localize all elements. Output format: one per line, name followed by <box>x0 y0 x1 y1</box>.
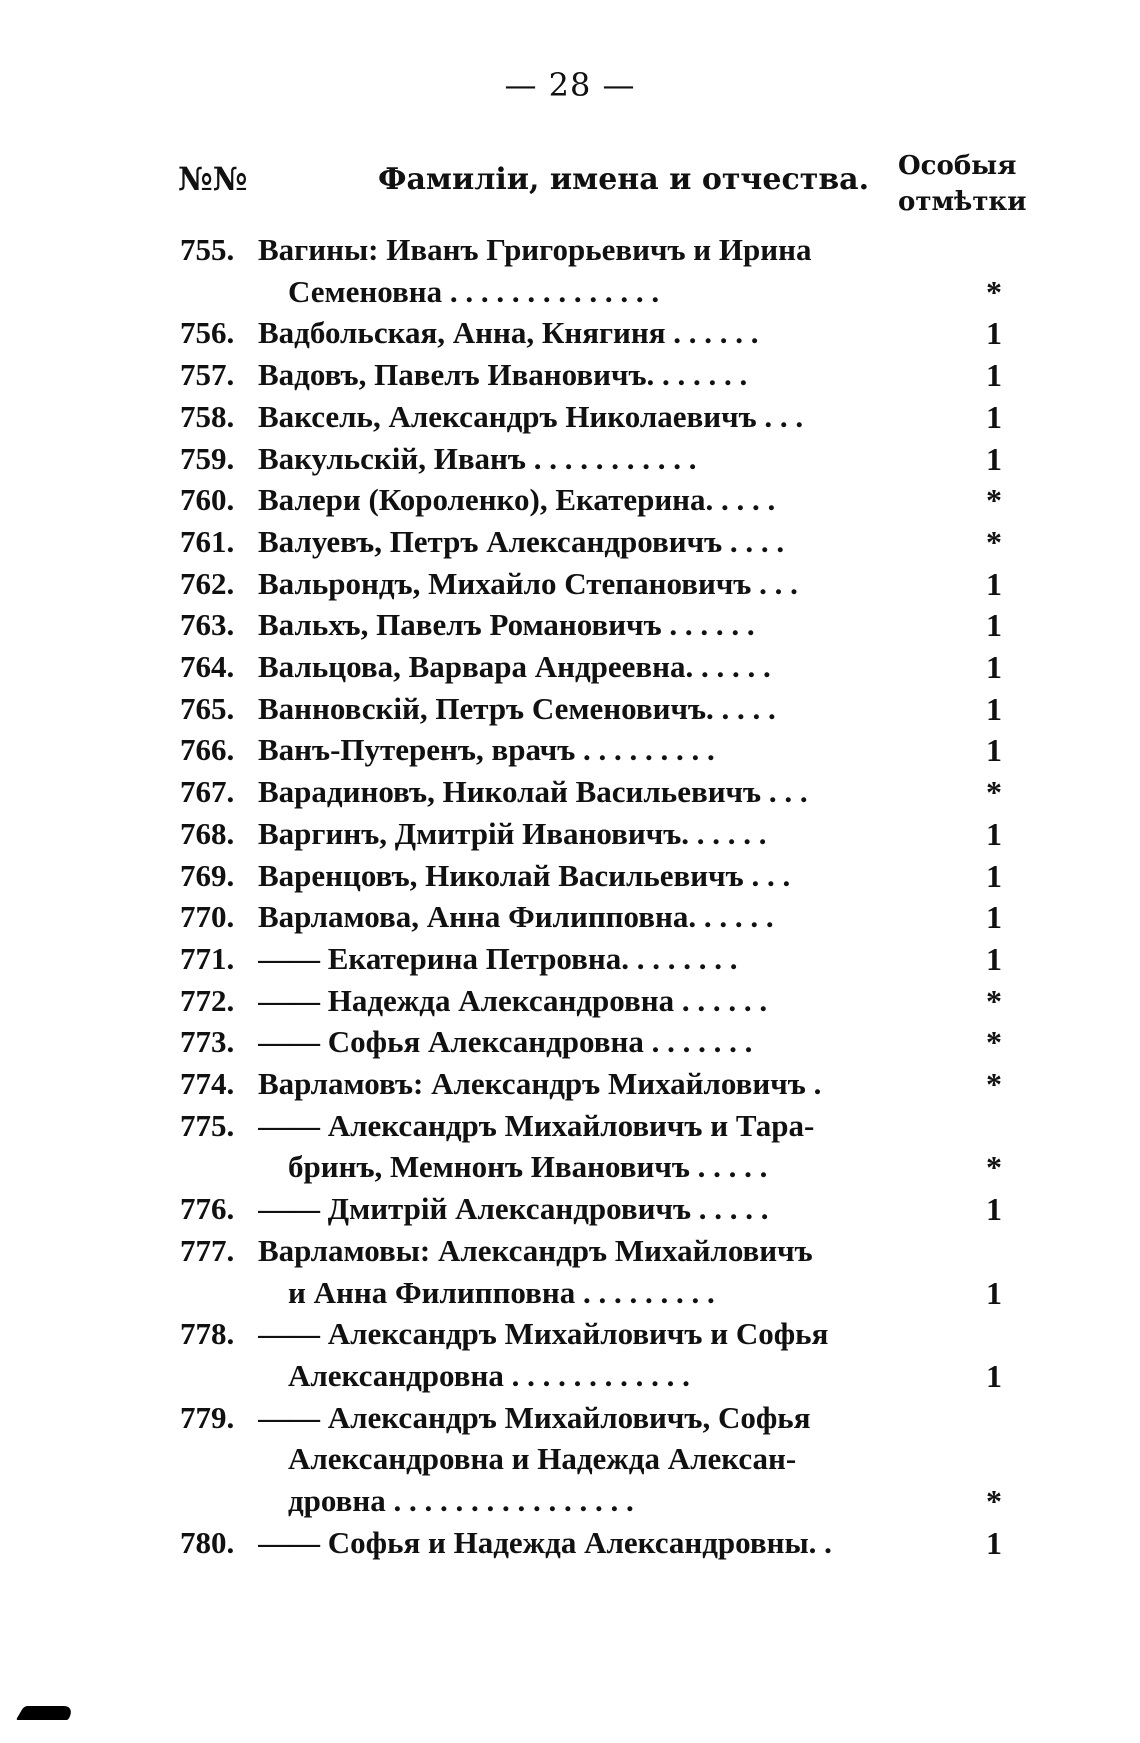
entry-row <box>0 1480 1140 1522</box>
entry-row <box>0 1522 1140 1564</box>
entry-mark: 1 <box>986 399 1002 435</box>
entry-text: Вакульскій, Иванъ . . . . . . . . . . . <box>258 441 697 476</box>
entry-mark: 1 <box>986 1191 1002 1227</box>
entry-number: 763. <box>180 607 235 642</box>
entry-number: 755. <box>180 232 235 267</box>
entry-number: 759. <box>180 441 235 476</box>
entry-mark: * <box>986 1149 1002 1185</box>
entry-number: 762. <box>180 566 235 601</box>
entry-mark: * <box>986 983 1002 1019</box>
entry-row <box>0 312 1140 354</box>
entry-text: —— Софья и Надежда Александровны. . <box>258 1525 832 1560</box>
entry-number: 768. <box>180 816 235 851</box>
entry-row <box>0 521 1140 563</box>
entry-row <box>0 1021 1140 1063</box>
entry-number: 773. <box>180 1024 235 1059</box>
entry-text: Варенцовъ, Николай Васильевичъ . . . <box>258 858 791 893</box>
entry-row <box>0 938 1140 980</box>
entry-row <box>0 563 1140 605</box>
entry-text: Вадовъ, Павелъ Ивановичъ. . . . . . . <box>258 357 748 392</box>
entry-number: 774. <box>180 1066 235 1101</box>
entry-text: —— Александръ Михайловичъ, Софья <box>258 1400 811 1435</box>
entry-row <box>0 896 1140 938</box>
entry-text: Варламова, Анна Филипповна. . . . . . <box>258 899 774 934</box>
entry-text: Варадиновъ, Николай Васильевичъ . . . <box>258 774 808 809</box>
entry-text: Валери (Короленко), Екатерина. . . . . <box>258 482 776 517</box>
entry-row <box>0 354 1140 396</box>
entry-text: Ванъ-Путеренъ, врачъ . . . . . . . . . <box>258 732 715 767</box>
entry-number: 769. <box>180 858 235 893</box>
entry-row <box>0 646 1140 688</box>
entry-mark: 1 <box>986 691 1002 727</box>
entry-row <box>0 1230 1140 1272</box>
entry-text: Ванновскій, Петръ Семеновичъ. . . . . <box>258 691 776 726</box>
marks-header-line-2: отмѣтки <box>898 187 1027 217</box>
entry-mark: 1 <box>986 816 1002 852</box>
entry-row <box>0 1355 1140 1397</box>
entry-mark: * <box>986 274 1002 310</box>
entry-text: —— Александръ Михайловичъ и Софья <box>258 1316 829 1351</box>
entry-row <box>0 479 1140 521</box>
entry-mark: 1 <box>986 858 1002 894</box>
entry-mark: 1 <box>986 941 1002 977</box>
entry-mark: 1 <box>986 315 1002 351</box>
entry-mark: 1 <box>986 441 1002 477</box>
entry-mark: 1 <box>986 649 1002 685</box>
page-number: — 28 — <box>504 66 636 104</box>
entry-text-continuation: Александровна и Надежда Алексан- <box>288 1441 797 1476</box>
page-smudge <box>16 1706 76 1720</box>
entry-text: Варламовы: Александръ Михайловичъ <box>258 1233 813 1268</box>
entry-mark: 1 <box>986 566 1002 602</box>
entry-number: 771. <box>180 941 235 976</box>
entry-row <box>0 1105 1140 1147</box>
entry-text: Варламовъ: Александръ Михайловичъ . <box>258 1066 822 1101</box>
entry-text-continuation: бринъ, Мемнонъ Ивановичъ . . . . . <box>288 1149 768 1184</box>
entry-text: —— Надежда Александровна . . . . . . <box>258 983 768 1018</box>
entry-text: Вальхъ, Павелъ Романовичъ . . . . . . <box>258 607 755 642</box>
entry-row <box>0 1397 1140 1439</box>
entry-mark: 1 <box>986 357 1002 393</box>
entry-mark: 1 <box>986 607 1002 643</box>
entry-row <box>0 1146 1140 1188</box>
entry-text: —— Дмитрій Александровичъ . . . . . <box>258 1191 769 1226</box>
entry-mark: 1 <box>986 1525 1002 1561</box>
entry-text: Валуевъ, Петръ Александровичъ . . . . <box>258 524 785 559</box>
entry-number: 772. <box>180 983 235 1018</box>
entry-number: 765. <box>180 691 235 726</box>
entry-row <box>0 229 1140 271</box>
entry-row <box>0 438 1140 480</box>
entry-number: 776. <box>180 1191 235 1226</box>
entry-number: 756. <box>180 315 235 350</box>
entry-number: 760. <box>180 482 235 517</box>
entry-text: Вагины: Иванъ Григорьевичъ и Ирина <box>258 232 812 267</box>
entry-mark: * <box>986 1024 1002 1060</box>
entry-text: Ваксель, Александръ Николаевичъ . . . <box>258 399 804 434</box>
entry-row <box>0 771 1140 813</box>
entry-row <box>0 980 1140 1022</box>
entry-number: 757. <box>180 357 235 392</box>
entry-text-continuation: Семеновна . . . . . . . . . . . . . . <box>288 274 660 309</box>
entry-row <box>0 855 1140 897</box>
entry-number: 775. <box>180 1108 235 1143</box>
entry-row <box>0 688 1140 730</box>
entry-mark: * <box>986 774 1002 810</box>
entry-text: —— Екатерина Петровна. . . . . . . . <box>258 941 738 976</box>
entry-number: 761. <box>180 524 235 559</box>
entry-mark: * <box>986 524 1002 560</box>
entry-number: 777. <box>180 1233 235 1268</box>
entry-mark: 1 <box>986 1358 1002 1394</box>
entry-number: 767. <box>180 774 235 809</box>
marks-column-header <box>898 148 1027 220</box>
entry-mark: * <box>986 1066 1002 1102</box>
entry-number: 779. <box>180 1400 235 1435</box>
entry-row <box>0 271 1140 313</box>
entry-mark: 1 <box>986 732 1002 768</box>
entry-mark: 1 <box>986 1275 1002 1311</box>
entry-text: Вальрондъ, Михайло Степановичъ . . . <box>258 566 798 601</box>
entry-row <box>0 729 1140 771</box>
entry-text: Вадбольская, Анна, Княгиня . . . . . . <box>258 315 759 350</box>
entry-number: 764. <box>180 649 235 684</box>
entry-row <box>0 604 1140 646</box>
entry-row <box>0 813 1140 855</box>
entry-text-continuation: Александровна . . . . . . . . . . . . <box>288 1358 690 1393</box>
entry-number: 770. <box>180 899 235 934</box>
entry-row <box>0 1063 1140 1105</box>
entry-text: Вальцова, Варвара Андреевна. . . . . . <box>258 649 771 684</box>
entry-text-continuation: дровна . . . . . . . . . . . . . . . . <box>288 1483 634 1518</box>
marks-header-line-1: Особыя <box>898 151 1017 181</box>
entry-number: 758. <box>180 399 235 434</box>
entry-text: —— Софья Александровна . . . . . . . <box>258 1024 753 1059</box>
entry-row <box>0 1272 1140 1314</box>
entry-number: 780. <box>180 1525 235 1560</box>
entry-row <box>0 1188 1140 1230</box>
entry-number: 778. <box>180 1316 235 1351</box>
entry-row <box>0 1313 1140 1355</box>
entry-text-continuation: и Анна Филипповна . . . . . . . . . <box>288 1275 715 1310</box>
entry-row <box>0 396 1140 438</box>
entry-mark: * <box>986 1483 1002 1519</box>
entry-row <box>0 1438 1140 1480</box>
number-column-header: №№ <box>178 160 248 198</box>
entry-number: 766. <box>180 732 235 767</box>
names-column-header: Фамиліи, имена и отчества. <box>378 162 870 197</box>
entry-mark: * <box>986 482 1002 518</box>
entry-text: Варгинъ, Дмитрій Ивановичъ. . . . . . <box>258 816 767 851</box>
entry-text: —— Александръ Михайловичъ и Тара- <box>258 1108 815 1143</box>
entry-mark: 1 <box>986 899 1002 935</box>
